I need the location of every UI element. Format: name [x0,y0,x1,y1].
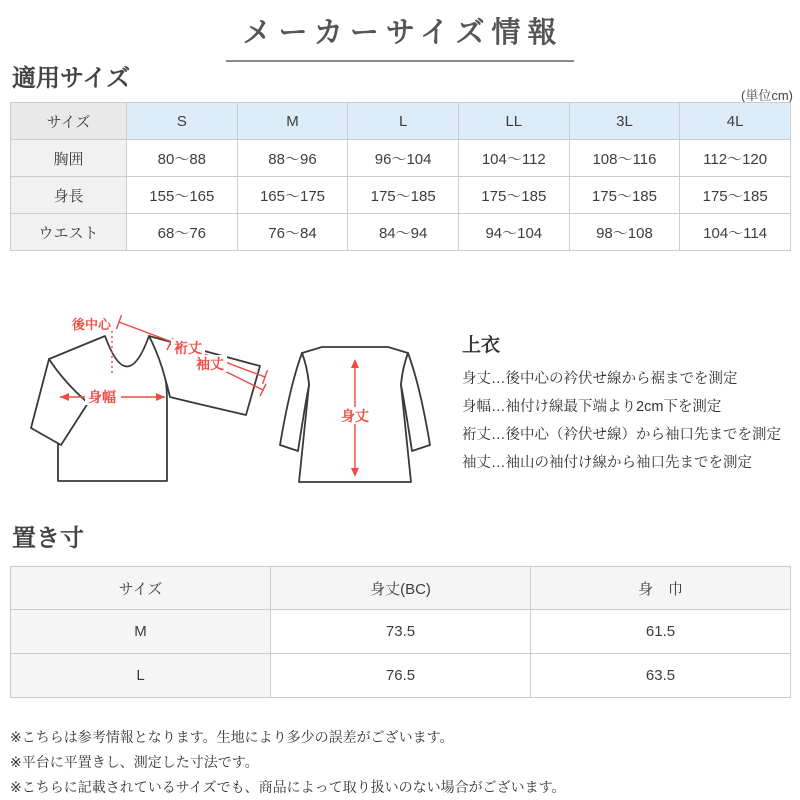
cell-value: 155～165 [127,177,238,214]
cell-value: 165～175 [237,177,348,214]
back-center-label: 後中心 [72,317,112,332]
size-header-l: L [348,103,459,140]
cell-value: 80～88 [127,140,238,177]
row-label-m: M [11,610,271,654]
table-header-row [11,567,791,610]
table-row [11,610,791,654]
table-row [11,140,791,177]
cell-value: 175～185 [569,177,680,214]
size-header-3l: 3L [569,103,680,140]
flat-header-width: 身 巾 [531,567,791,610]
sleeve-length-label: 袖丈 [196,356,224,372]
measure-definition: 身丈…後中心の衿伏せ線から裾までを測定 [462,371,738,387]
flat-header-length: 身丈(BC) [271,567,531,610]
applicable-size-heading: 適用サイズ [12,65,131,92]
cell-value: 98～108 [569,214,680,251]
size-header-m: M [237,103,348,140]
cell-value: 175～185 [348,177,459,214]
measurement-diagram [10,285,470,515]
table-header-row [11,103,791,140]
size-header-s: S [127,103,238,140]
row-label-waist: ウエスト [11,214,127,251]
table-row [11,214,791,251]
flat-header-size: サイズ [11,567,271,610]
cell-value: 88～96 [237,140,348,177]
upper-garment-heading: 上衣 [462,335,501,356]
row-label-l: L [11,654,271,698]
footnotes-block [10,725,566,800]
measure-definition: 袖丈…袖山の袖付け線から袖口先までを測定 [462,455,752,471]
cell-value: 104～112 [458,140,569,177]
cell-value: 104～114 [680,214,791,251]
cell-value: 61.5 [531,610,791,654]
table-row [11,177,791,214]
size-header-4l: 4L [680,103,791,140]
body-width-label: 身幅 [88,389,116,405]
cell-value: 68～76 [127,214,238,251]
cell-value: 76.5 [271,654,531,698]
yuki-length-label: 裄丈 [174,340,202,356]
row-label-height: 身長 [11,177,127,214]
footnote: ※こちらは参考情報となります。生地により多少の誤差がございます。 [10,729,454,745]
body-length-label: 身丈 [341,408,369,424]
measure-definition: 身幅…袖付け線最下端より2cm下を測定 [462,399,722,415]
unit-note: (単位cm) [741,88,793,103]
corner-header-cell: サイズ [11,103,127,140]
cell-value: 76～84 [237,214,348,251]
cell-value: 108～116 [569,140,680,177]
cell-value: 96～104 [348,140,459,177]
footnote: ※平台に平置きし、測定した寸法です。 [10,754,259,770]
cell-value: 175～185 [680,177,791,214]
measure-info-block [462,330,792,477]
cell-value: 112～120 [680,140,791,177]
page-title-wrap [0,8,800,62]
size-header-ll: LL [458,103,569,140]
applicable-size-table [10,102,791,251]
flat-measurement-table [10,566,791,698]
measure-definition: 裄丈…後中心（衿伏せ線）から袖口先までを測定 [462,427,781,443]
cell-value: 94～104 [458,214,569,251]
flat-measurement-heading: 置き寸 [12,525,84,552]
table-row [11,654,791,698]
cell-value: 84～94 [348,214,459,251]
cell-value: 73.5 [271,610,531,654]
cell-value: 63.5 [531,654,791,698]
footnote: ※こちらに記載されているサイズでも、商品によって取り扱いのない場合がございます。 [10,779,566,795]
cell-value: 175～185 [458,177,569,214]
page-title: メーカーサイズ情報 [226,8,573,62]
row-label-chest: 胸囲 [11,140,127,177]
